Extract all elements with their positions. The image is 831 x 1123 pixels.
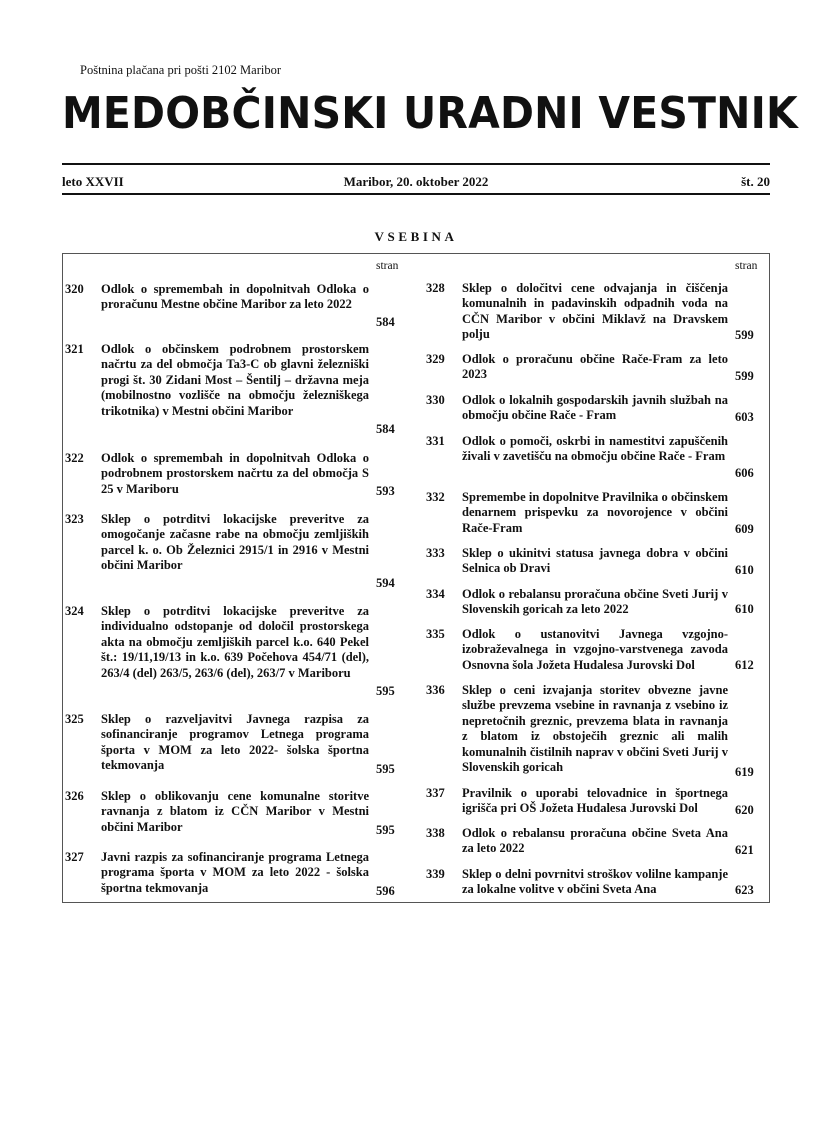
toc-entry-number: 323: [65, 512, 84, 526]
toc-entry-number: 336: [426, 683, 445, 697]
page-column-label-right: stran: [735, 260, 758, 272]
place-date: Maribor, 20. oktober 2022: [343, 174, 489, 189]
toc-entry-title: Sklep o ukinitvi statusa javnega dobra v občini Selnica ob Dravi: [462, 546, 728, 576]
toc-entry-number: 333: [426, 546, 445, 560]
toc-entry-title: Javni razpis za sofinanciranje programa Letnega programa športa v MOM za leto 2022 - šolska športna tekmovanja: [101, 850, 369, 895]
toc-entry-number: 324: [65, 604, 84, 618]
toc-entry-title: Sklep o potrditvi lokacijske preveritve za individualno odstopanje od določil prostorskega akta na območju zemljiških parcel k.o. 640 Pekel št.: 19/11,19/13 in k.o. 639 Počehova 454/71 (del), 263/4 (del) 263/5, 263/6 (del), 263/7 v Mariboru: [101, 604, 369, 680]
toc-entry-number: 335: [426, 627, 445, 641]
toc-entry-page: 599: [735, 328, 754, 342]
toc-entry-title: Odlok o pomoči, oskrbi in namestitvi zapuščenih živali v zavetišču na območju občine Rače - Fram: [462, 434, 728, 464]
toc-entry-page: 595: [376, 684, 395, 698]
toc-entry-page: 595: [376, 823, 395, 837]
toc-entry-number: 321: [65, 342, 84, 356]
toc-entry-title: Odlok o proračunu občine Rače-Fram za leto 2023: [462, 352, 728, 382]
toc-entry-page: 584: [376, 315, 395, 329]
toc-entry-page: 619: [735, 765, 754, 779]
page-column-label-left: stran: [376, 260, 399, 272]
toc-entry-title: Odlok o rebalansu proračuna občine Sveti Jurij v Slovenskih goricah za leto 2022: [462, 587, 728, 617]
top-rule: [62, 163, 770, 165]
toc-entry-page: 593: [376, 484, 395, 498]
toc-entry-page: 620: [735, 803, 754, 817]
table-of-contents: [62, 253, 770, 903]
toc-entry-title: Sklep o ceni izvajanja storitev obvezne javne službe prevzema vsebine in ravnanja z vsebino iz nepretočnih greznic, prevzema blata in ravnanja z blatom iz obstoječih greznic ali malih komunalnih čistilnih naprav v občini Sveti Jurij v Slovenskih goricah: [462, 683, 728, 775]
toc-entry-title: Odlok o občinskem podrobnem prostorskem načrtu za del območja Ta3-C ob glavni železniški progi št. 30 Zidani Most – Šentilj – državna meja (mobilnostno vozlišče na območju železniškega trikotnika) v Mestni občini Maribor: [101, 342, 369, 418]
issue-number: št. 20: [741, 174, 770, 189]
toc-entry-number: 332: [426, 490, 445, 504]
toc-entry-page: 594: [376, 576, 395, 590]
toc-entry-title: Sklep o določitvi cene odvajanja in čiščenja komunalnih in padavinskih odpadnih voda na CČN Maribor v občini Miklavž na Dravskem polju: [462, 281, 728, 342]
toc-entry-number: 322: [65, 451, 84, 465]
journal-title: MEDOBČINSKI URADNI VESTNIK: [62, 88, 798, 139]
toc-entry-page: 610: [735, 602, 754, 616]
toc-entry-page: 606: [735, 466, 754, 480]
toc-entry-title: Odlok o spremembah in dopolnitvah Odloka o podrobnem prostorskem načrtu za del območja S 25 v Mariboru: [101, 451, 369, 496]
toc-entry-title: Odlok o rebalansu proračuna občine Sveta Ana za leto 2022: [462, 826, 728, 856]
contents-heading: VSEBINA: [374, 229, 458, 244]
toc-entry-page: 596: [376, 884, 395, 898]
toc-entry-page: 621: [735, 843, 754, 857]
volume-year: leto XXVII: [62, 174, 124, 189]
toc-entry-title: Odlok o ustanovitvi Javnega vzgojno-izobraževalnega in vzgojno-varstvenega zavoda Osnovna šola Jožeta Hudalesa Jurovski Dol: [462, 627, 728, 672]
toc-entry-title: Sklep o potrditvi lokacijske preveritve za omogočanje začasne rabe na območju zemljiških parcel k. o. Ob Železnici 2915/1 in 2916 v Mestni občini Maribor: [101, 512, 369, 573]
toc-entry-title: Pravilnik o uporabi telovadnice in športnega igrišča pri OŠ Jožeta Hudalesa Jurovski Dol: [462, 786, 728, 816]
toc-entry-number: 329: [426, 352, 445, 366]
toc-entry-number: 337: [426, 786, 445, 800]
toc-entry-number: 331: [426, 434, 445, 448]
postage-note: Poštnina plačana pri pošti 2102 Maribor: [80, 63, 282, 77]
toc-entry-number: 327: [65, 850, 84, 864]
toc-entry-title: Sklep o razveljavitvi Javnega razpisa za sofinanciranje programov Letnega programa športa v MOM za leto 2022- šolska športna tekmovanja: [101, 712, 369, 773]
toc-entry-page: 612: [735, 658, 754, 672]
toc-entry-number: 338: [426, 826, 445, 840]
toc-entry-page: 599: [735, 369, 754, 383]
toc-entry-title: Sklep o delni povrnitvi stroškov volilne kampanje za lokalne volitve v občini Sveta Ana: [462, 867, 728, 897]
toc-entry-title: Odlok o lokalnih gospodarskih javnih službah na območju občine Rače - Fram: [462, 393, 728, 423]
toc-entry-page: 623: [735, 883, 754, 897]
toc-entry-page: 595: [376, 762, 395, 776]
toc-entry-title: Spremembe in dopolnitve Pravilnika o občinskem denarnem prispevku za novorojence v občini Rače-Fram: [462, 490, 728, 535]
toc-entry-page: 584: [376, 422, 395, 436]
toc-entry-number: 326: [65, 789, 84, 803]
toc-entry-page: 603: [735, 410, 754, 424]
toc-entry-page: 610: [735, 563, 754, 577]
toc-entry-number: 320: [65, 282, 84, 296]
toc-entry-number: 330: [426, 393, 445, 407]
toc-entry-title: Sklep o oblikovanju cene komunalne storitve ravnanja z blatom iz CČN Maribor v Mestni občini Maribor: [101, 789, 369, 834]
toc-entry-number: 325: [65, 712, 84, 726]
toc-entry-page: 609: [735, 522, 754, 536]
issue-info-bar: [62, 174, 770, 192]
toc-entry-number: 339: [426, 867, 445, 881]
bottom-rule: [62, 193, 770, 195]
toc-entry-number: 328: [426, 281, 445, 295]
toc-entry-title: Odlok o spremembah in dopolnitvah Odloka o proračunu Mestne občine Maribor za leto 2022: [101, 282, 369, 312]
toc-entry-number: 334: [426, 587, 445, 601]
